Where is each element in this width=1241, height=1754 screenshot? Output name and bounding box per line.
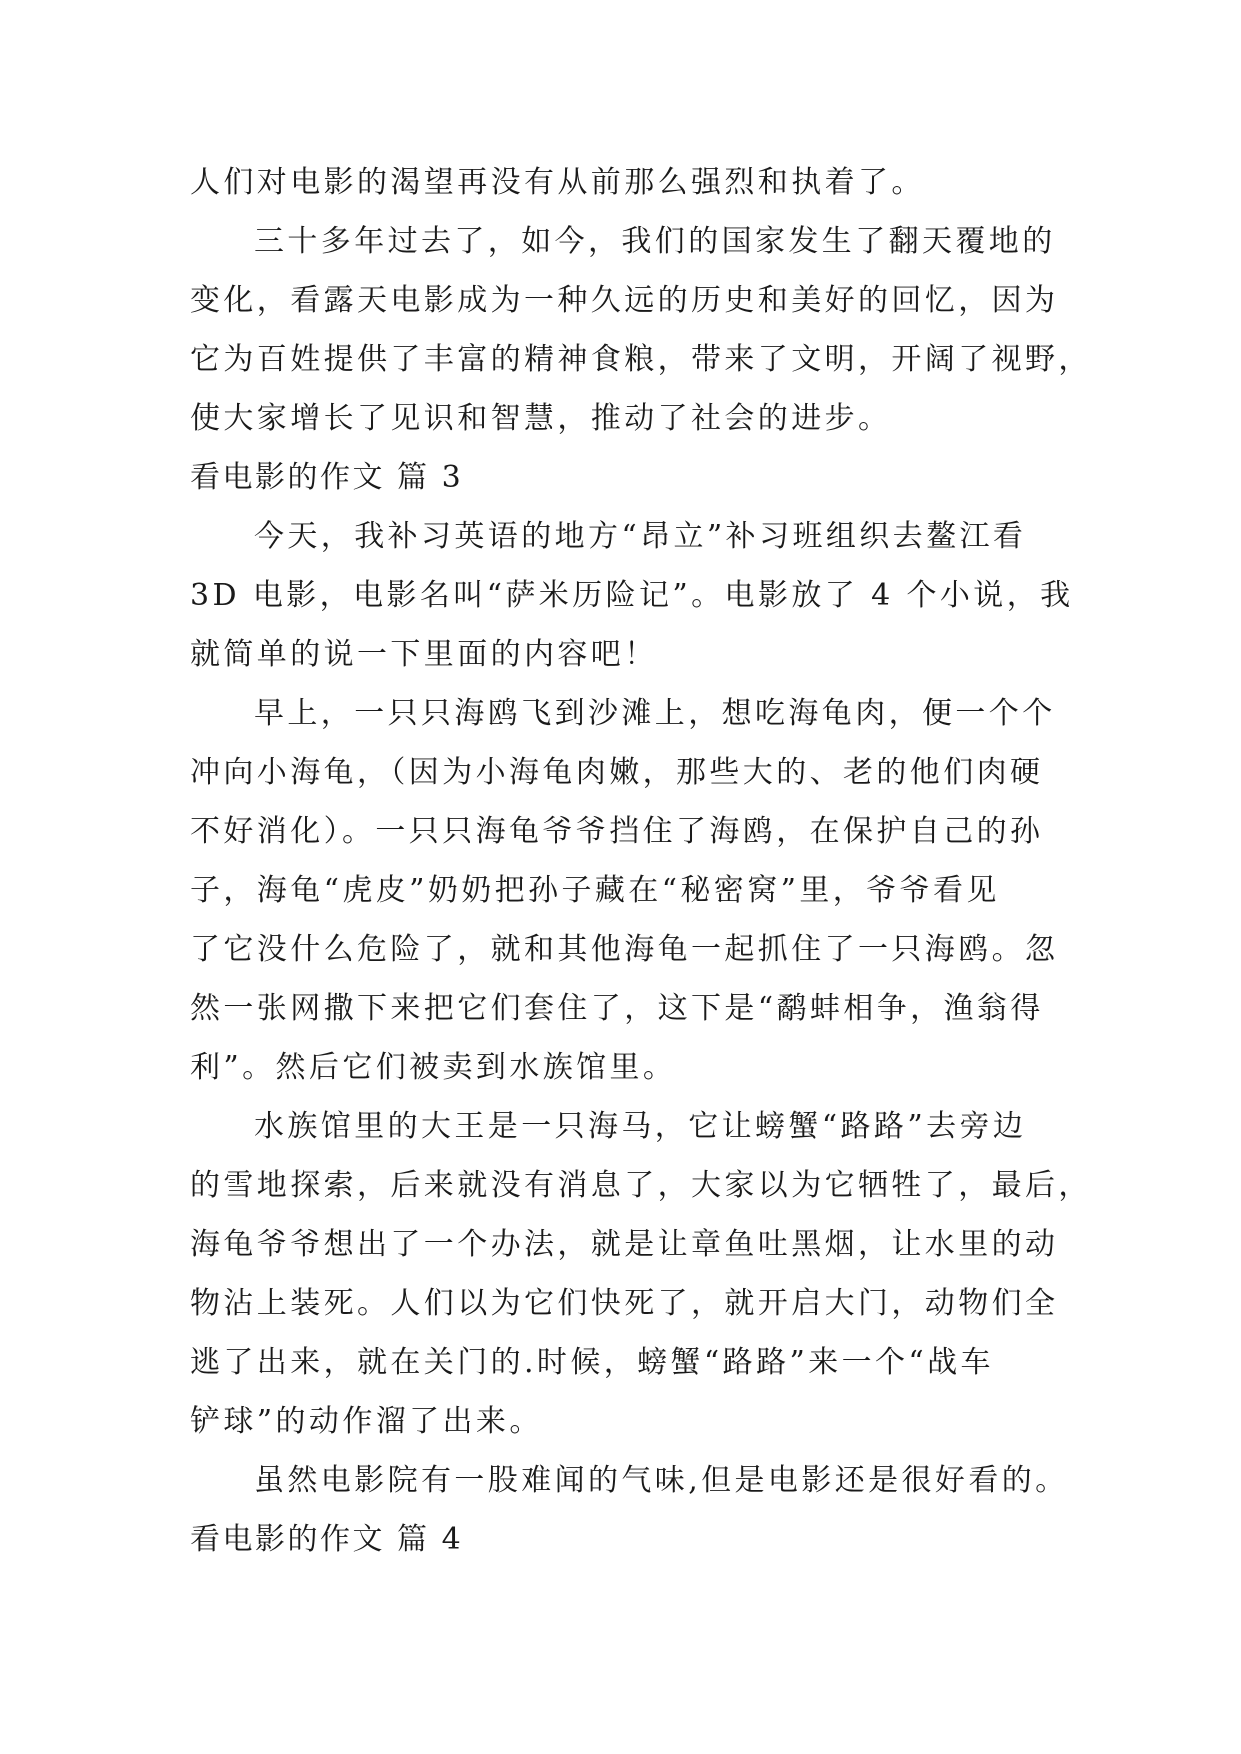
paragraph-first-line: 早上，一只只海鸥飞到沙滩上，想吃海龟肉，便一个个 — [254, 696, 1056, 731]
text-line: 然一张网撒下来把它们套住了，这下是“鹬蚌相争，渔翁得 — [190, 991, 1044, 1026]
text-line: 不好消化）。一只只海龟爷爷挡住了海鸥，在保护自己的孙 — [190, 814, 1044, 849]
text-line: 它为百姓提供了丰富的精神食粮，带来了文明，开阔了视野， — [190, 342, 1092, 377]
text-line: 冲向小海龟，（因为小海龟肉嫩，那些大的、老的他们肉硬 — [190, 755, 1044, 790]
text-line: 子，海龟“虎皮”奶奶把孙子藏在“秘密窝”里，爷爷看见 — [190, 873, 1000, 908]
text-line: 利”。然后它们被卖到水族馆里。 — [190, 1050, 677, 1085]
text-line: 人们对电影的渴望再没有从前那么强烈和执着了。 — [190, 165, 925, 200]
section-heading: 看电影的作文 篇 4 — [190, 1522, 464, 1557]
text-line: 逃了出来，就在关门的.时候，螃蟹“路路”来一个“战车 — [190, 1345, 994, 1380]
paragraph-first-line: 三十多年过去了，如今，我们的国家发生了翻天覆地的 — [254, 224, 1056, 259]
document-body — [190, 153, 1092, 1569]
text-line: 的雪地探索，后来就没有消息了，大家以为它牺牲了，最后， — [190, 1168, 1092, 1203]
paragraph-first-line: 水族馆里的大王是一只海马，它让螃蟹“路路”去旁边 — [254, 1109, 1027, 1144]
text-line: 就简单的说一下里面的内容吧！ — [190, 637, 658, 672]
paragraph-first-line: 今天，我补习英语的地方“昂立”补习班组织去鳌江看 — [254, 519, 1027, 554]
text-line: 海龟爷爷想出了一个办法，就是让章鱼吐黑烟，让水里的动 — [190, 1227, 1059, 1262]
section-heading: 看电影的作文 篇 3 — [190, 460, 464, 495]
text-line: 物沾上装死。人们以为它们快死了，就开启大门，动物们全 — [190, 1286, 1059, 1321]
paragraph-first-line: 虽然电影院有一股难闻的气味,但是电影还是很好看的。 — [254, 1463, 1069, 1498]
text-line: 铲球”的动作溜了出来。 — [190, 1404, 543, 1439]
text-line: 3D 电影，电影名叫“萨米历险记”。电影放了 4 个小说，我 — [190, 578, 1074, 613]
text-line: 了它没什么危险了，就和其他海龟一起抓住了一只海鸥。忽 — [190, 932, 1059, 967]
text-line: 使大家增长了见识和智慧，推动了社会的进步。 — [190, 401, 892, 436]
text-line: 变化，看露天电影成为一种久远的历史和美好的回忆，因为 — [190, 283, 1059, 318]
